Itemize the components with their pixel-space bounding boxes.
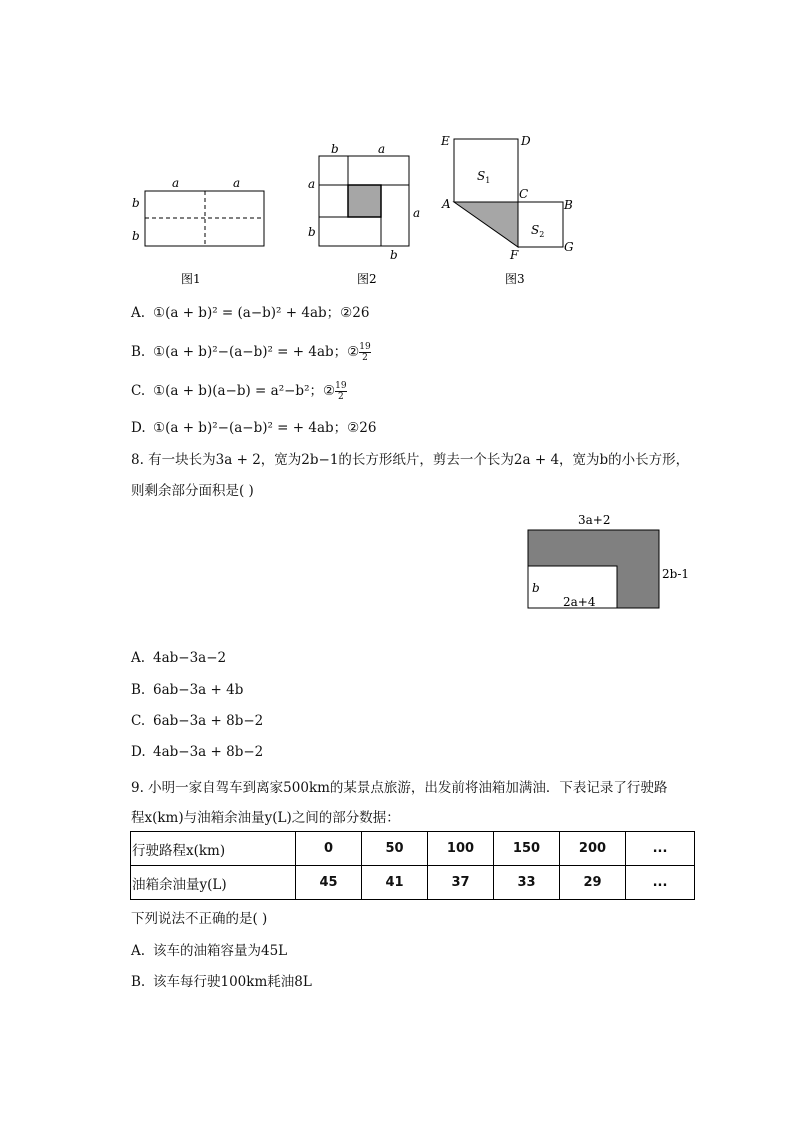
fig2-label-left-a: a	[308, 177, 316, 191]
fig1-label-b2: b	[132, 229, 140, 243]
q8-option-d[interactable]: D. 4ab−3a + 8b−2	[131, 744, 264, 760]
table-cell: 41	[362, 866, 428, 900]
q9-stem-line2: 程x(km)与油箱余油量y(L)之间的部分数据：	[131, 810, 400, 826]
table-cell: 100	[428, 832, 494, 866]
table-cell: 150	[494, 832, 560, 866]
q8-label-left: b	[532, 581, 540, 595]
q8-stem-line1: 8. 有一块长为3a + 2，宽为2b−1的长方形纸片，剪去一个长为2a + 4，宽为b的小长方形，	[131, 452, 690, 468]
q8-option-c[interactable]: C. 6ab−3a + 8b−2	[131, 713, 264, 729]
q8-stem-line2: 则剩余部分面积是( )	[131, 483, 254, 499]
table-cell: 37	[428, 866, 494, 900]
fig3-label-S2: $S_2$	[531, 223, 545, 239]
q9-option-a-text: 该车的油箱容量为45L	[153, 943, 288, 959]
figure-2	[300, 140, 430, 290]
fig3-square-s1	[454, 139, 518, 202]
q7-option-c[interactable]: C. ①(a + b)(a−b) = a²−b²；② $\frac{19}{2}$	[131, 381, 347, 402]
fig1-label-a1: a	[172, 176, 180, 190]
q9-stem-line1: 9. 小明一家自驾车到离家500km的某景点旅游，出发前将油箱加满油．下表记录了行驶路	[131, 780, 668, 796]
fig2-label-top-b: b	[331, 142, 339, 156]
q7-option-c-fraction: $\frac{19}{2}$	[335, 381, 347, 402]
q8-option-a-text: 4ab−3a−2	[153, 650, 227, 666]
table-cell: 29	[560, 866, 626, 900]
table-row	[131, 866, 695, 900]
q8-option-d-text: 4ab−3a + 8b−2	[153, 744, 264, 760]
fig3-label-D: D	[521, 134, 531, 148]
figure-3	[435, 130, 585, 290]
fig3-label-G: G	[564, 240, 574, 254]
q7-option-a-text: ①(a + b)² = (a−b)² + 4ab；②26	[153, 305, 370, 321]
q9-option-b[interactable]: B. 该车每行驶100km耗油8L	[131, 974, 312, 990]
figure-1	[125, 170, 275, 290]
fig3-label-E: E	[441, 134, 450, 148]
table-cell: 200	[560, 832, 626, 866]
q9-option-a[interactable]: A. 该车的油箱容量为45L	[131, 943, 288, 959]
fig3-caption: 图3	[505, 272, 525, 286]
q9-option-b-text: 该车每行驶100km耗油8L	[153, 974, 312, 990]
q8-label-top: 3a+2	[578, 513, 611, 527]
q8-figure	[520, 508, 700, 614]
table-cell: 0	[296, 832, 362, 866]
fig1-caption: 图1	[181, 272, 201, 286]
fig2-shaded-square	[348, 185, 381, 217]
table-cell: ...	[626, 832, 695, 866]
fig2-label-bottom-b: b	[390, 248, 398, 262]
q8-option-b[interactable]: B. 6ab−3a + 4b	[131, 682, 244, 698]
q9-row2-header: 油箱余油量y(L)	[131, 866, 296, 900]
fig3-label-F: F	[510, 248, 519, 262]
q7-option-b[interactable]: B. ①(a + b)²−(a−b)² = + 4ab；② $\frac{19}{2}$	[131, 342, 371, 363]
q8-option-b-text: 6ab−3a + 4b	[153, 682, 244, 698]
q8-option-c-text: 6ab−3a + 8b−2	[153, 713, 264, 729]
fig3-label-A: A	[442, 197, 451, 211]
fig3-label-C: C	[519, 187, 529, 201]
table-cell: 45	[296, 866, 362, 900]
q7-option-b-text: ①(a + b)²−(a−b)² = + 4ab；②	[153, 344, 360, 360]
q7-option-c-text: ①(a + b)(a−b) = a²−b²；②	[153, 383, 336, 399]
fig3-label-S1: $S_1$	[477, 169, 491, 185]
fig2-label-right-a: a	[413, 206, 421, 220]
q9-data-table	[130, 831, 695, 900]
q7-option-d-text: ①(a + b)²−(a−b)² = + 4ab；②26	[153, 420, 377, 436]
fig2-caption: 图2	[357, 272, 377, 286]
q8-option-a[interactable]: A. 4ab−3a−2	[131, 650, 227, 666]
fig3-square-s2	[518, 202, 563, 247]
table-cell: ...	[626, 866, 695, 900]
q7-option-a[interactable]: A. ①(a + b)² = (a−b)² + 4ab；②26	[131, 305, 370, 321]
fig1-label-a2: a	[233, 176, 241, 190]
q8-label-bottom: 2a+4	[563, 595, 596, 609]
table-row	[131, 832, 695, 866]
q9-prompt: 下列说法不正确的是( )	[131, 911, 268, 927]
q7-option-b-fraction: $\frac{19}{2}$	[359, 342, 371, 363]
fig3-label-B: B	[564, 198, 573, 212]
fig3-shaded-triangle	[454, 202, 518, 247]
table-cell: 33	[494, 866, 560, 900]
q9-row1-header: 行驶路程x(km)	[131, 832, 296, 866]
fig1-label-b1: b	[132, 196, 140, 210]
table-cell: 50	[362, 832, 428, 866]
q8-label-right: 2b-1	[662, 567, 690, 581]
fig2-label-left-b: b	[308, 225, 316, 239]
fig2-label-top-a: a	[378, 142, 386, 156]
q7-option-d[interactable]: D. ①(a + b)²−(a−b)² = + 4ab；②26	[131, 420, 377, 436]
